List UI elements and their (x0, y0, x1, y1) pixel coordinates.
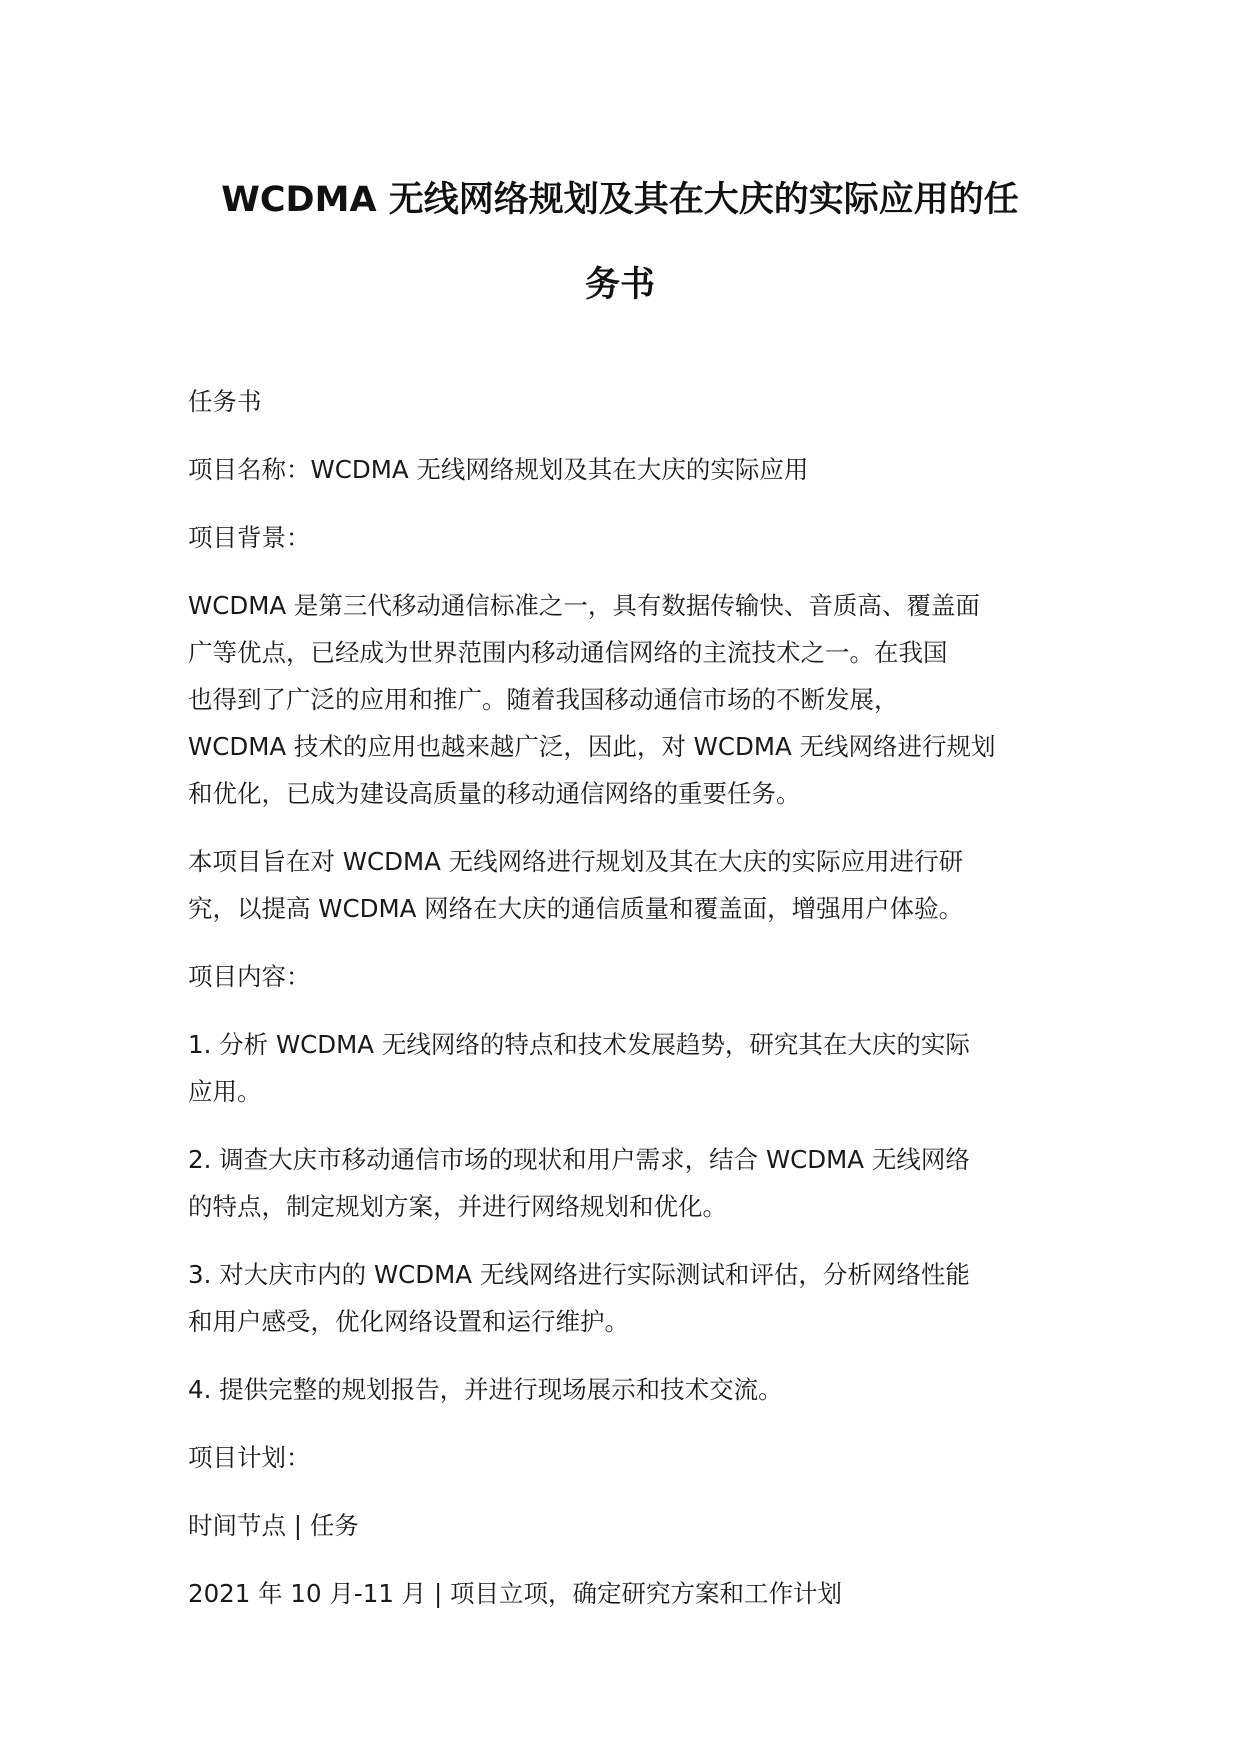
text-line: 2. 调查大庆市移动通信市场的现状和用户需求，结合 WCDMA 无线网络 (188, 1145, 970, 1174)
text-line: 项目计划： (188, 1443, 311, 1472)
text-line: 时间节点 | 任务 (188, 1511, 359, 1540)
text-line: 本项目旨在对 WCDMA 无线网络进行规划及其在大庆的实际应用进行研 (188, 847, 964, 876)
text-line: 项目名称：WCDMA 无线网络规划及其在大庆的实际应用 (188, 455, 809, 484)
document-title-line-2: 务书 (584, 265, 655, 305)
content-item-3 (188, 1251, 1068, 1345)
text-line: 项目内容： (188, 962, 311, 991)
heading-project-background (188, 514, 1068, 561)
text-line: 3. 对大庆市内的 WCDMA 无线网络进行实际测试和评估，分析网络性能 (188, 1260, 970, 1289)
text-line: WCDMA 技术的应用也越来越广泛，因此，对 WCDMA 无线网络进行规划 (188, 732, 996, 761)
text-line: 项目背景： (188, 523, 311, 552)
text-line: 应用。 (188, 1077, 262, 1106)
text-line: 也得到了广泛的应用和推广。随着我国移动通信市场的不断发展， (188, 685, 899, 714)
content-item-4 (188, 1366, 1068, 1413)
heading-task-book (188, 378, 1068, 425)
text-line: 任务书 (188, 387, 262, 416)
heading-project-plan (188, 1434, 1068, 1481)
document-title-line-1: WCDMA 无线网络规划及其在大庆的实际应用的任 (221, 180, 1019, 220)
text-line: 1. 分析 WCDMA 无线网络的特点和技术发展趋势，研究其在大庆的实际 (188, 1030, 970, 1059)
background-paragraph-1 (188, 582, 1068, 817)
text-line: 和优化，已成为建设高质量的移动通信网络的重要任务。 (188, 779, 801, 808)
heading-project-content (188, 953, 1068, 1000)
text-line: 究，以提高 WCDMA 网络在大庆的通信质量和覆盖面，增强用户体验。 (188, 894, 964, 923)
plan-table-row (188, 1570, 1068, 1617)
document-body (188, 378, 1068, 1638)
plan-table-header (188, 1502, 1068, 1549)
content-item-1 (188, 1021, 1068, 1115)
project-name (188, 446, 1068, 493)
text-line: 2021 年 10 月-11 月 | 项目立项，确定研究方案和工作计划 (188, 1579, 843, 1608)
text-line: 和用户感受，优化网络设置和运行维护。 (188, 1307, 629, 1336)
text-line: 广等优点，已经成为世界范围内移动通信网络的主流技术之一。在我国 (188, 638, 948, 667)
content-item-2 (188, 1136, 1068, 1230)
text-line: 的特点，制定规划方案，并进行网络规划和优化。 (188, 1192, 727, 1221)
text-line: 4. 提供完整的规划报告，并进行现场展示和技术交流。 (188, 1375, 783, 1404)
background-paragraph-2 (188, 838, 1068, 932)
text-line: WCDMA 是第三代移动通信标准之一，具有数据传输快、音质高、覆盖面 (188, 591, 980, 620)
